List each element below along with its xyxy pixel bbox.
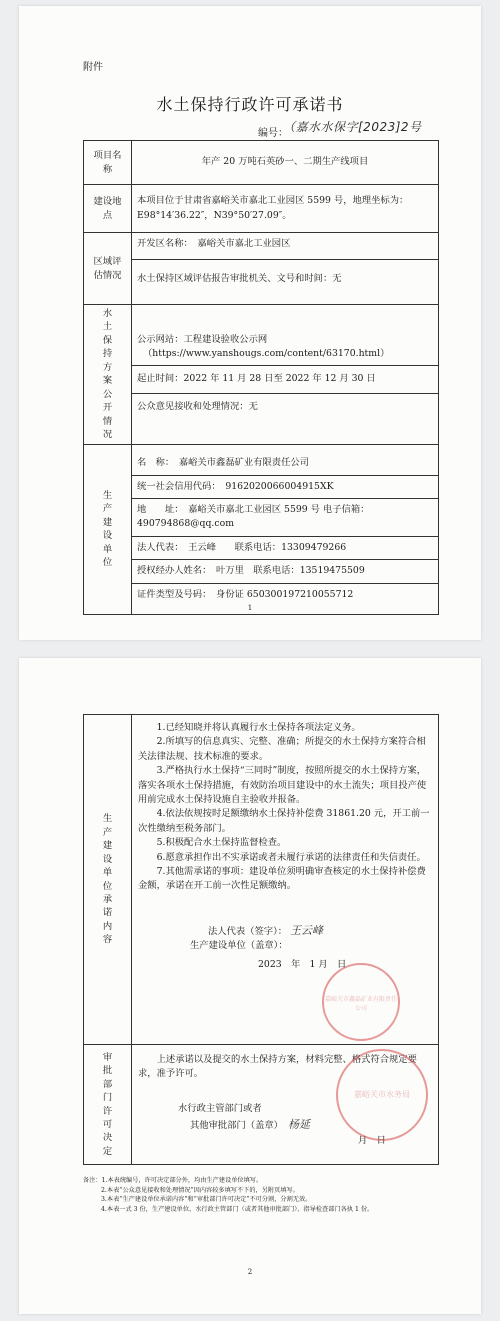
approval-seal: 嘉峪关市水务局 xyxy=(336,1049,428,1141)
commitment-item-3: 3.严格执行水土保持“三同时”制度，按照所提交的水土保持方案，落实各项水土保持措施，有效防治项目建设中的水土流失；项目投产使用前完成水土保持设施自主验收并报备。 xyxy=(138,765,427,806)
builder-credit-code: 统一社会信用代码： 9162020066004915XK xyxy=(132,476,438,499)
regional-approval: 水土保持区域评估报告审批机关、文号和时间：无 xyxy=(137,273,342,284)
builder-name: 名 称： 嘉峪关市鑫磊矿业有限责任公司 xyxy=(132,452,438,475)
row-regional-assessment xyxy=(84,233,439,305)
approval-text: 上述承诺以及提交的水土保持方案，材料完整、格式符合规定要求，准予许可。 xyxy=(138,1054,417,1080)
commitment-item-7: 7.其他需承诺的事项：建设单位须明确审查核定的水土保持补偿费金额，承诺在开工前一次性足额缴纳。 xyxy=(138,866,426,892)
location-value: 本项目位于甘肃省嘉峪关市嘉北工业园区 5599 号，地理坐标为：E98°14′36.22″，N39°50′27.09″。 xyxy=(132,185,439,233)
approval-label: 审批部门许可决定 xyxy=(102,1051,113,1157)
legal-sign-line: 法人代表（签字）： 王云峰 xyxy=(208,923,323,937)
project-name-label: 项目名称 xyxy=(93,150,122,175)
commitment-item-6: 6.愿意承担作出不实承诺或者未履行承诺的法律责任和失信责任。 xyxy=(156,851,426,863)
number-label: 编号： xyxy=(258,128,288,139)
attachment-label: 附件 xyxy=(83,62,103,73)
note-1: 备注：1.本表统编号，许可决定部分外，均由生产建设单位填写。 xyxy=(83,1177,263,1184)
project-info-table xyxy=(83,140,439,615)
row-builder xyxy=(84,444,439,614)
page-number-1: 1 xyxy=(247,604,253,612)
signature-legal-rep: 王云峰 xyxy=(290,923,323,937)
publicity-website: 公示网站：工程建设验收公示网 xyxy=(137,333,268,345)
commitment-item-2: 2.所填写的信息真实、完整、准确；所提交的水土保持方案符合相关法律法规、技术标准的要求。 xyxy=(138,736,426,762)
row-commitment xyxy=(84,715,439,1045)
number-value-handwritten: （嘉水水保字[2023]2号 xyxy=(283,120,422,134)
approval-date: 月 日 xyxy=(358,1134,386,1146)
approval-dept-2: 其他审批部门（盖章） 杨延 xyxy=(190,1118,310,1132)
document-page-2 xyxy=(19,658,481,1314)
company-seal: 嘉峪关市鑫磊矿业有限责任公司 xyxy=(322,963,400,1041)
commitment-label: 生产建设单位承诺内容 xyxy=(102,813,113,946)
note-2: 2.本表“公众意见接收和处理情况”因内容较多填写不下的，另附页填写。 xyxy=(101,1186,299,1194)
publicity-period: 起止时间：2022 年 11 月 28 日至 2022 年 12 月 30 日 xyxy=(132,366,438,393)
dev-zone-name: 开发区名称： 嘉峪关市嘉北工业园区 xyxy=(132,233,438,260)
commitment-item-1: 1.已经知晓并将认真履行水土保持各项法定义务。 xyxy=(156,722,361,733)
builder-email: 490794868@qq.com xyxy=(137,518,235,530)
project-name-value: 年产 20 万吨石英砂一、二期生产线项目 xyxy=(132,141,439,185)
publicity-url: （https://www.yanshougs.com/content/63170.html） xyxy=(143,347,390,359)
notes-block xyxy=(83,1176,443,1214)
page-number-2: 2 xyxy=(247,1268,253,1276)
commitment-table xyxy=(83,714,439,1165)
document-title: 水土保持行政许可承诺书 xyxy=(156,95,344,114)
builder-label: 生产建设单位 xyxy=(102,489,113,569)
builder-legal-rep: 法人代表： 王云峰 联系电话：13309479266 xyxy=(132,537,438,560)
approval-dept-1: 水行政主管部门或者 xyxy=(178,1102,262,1114)
location-label: 建设地点 xyxy=(93,196,122,221)
row-publicity xyxy=(84,305,439,445)
document-page-1 xyxy=(19,6,481,640)
public-opinions: 公众意见接收和处理情况：无 xyxy=(137,400,258,412)
commit-date: 2023 年 1 月 日 xyxy=(258,958,347,970)
note-4: 4.本表一式 3 份，生产建设单位、水行政主管部门（或者其他审批部门）、指导检查部门各执 1 份。 xyxy=(101,1205,374,1213)
publicity-label: 水土保持方案公开情况 xyxy=(102,308,113,441)
builder-agent: 授权经办人姓名： 叶万里 联系电话：13519475509 xyxy=(132,560,438,583)
regional-label: 区域评估情况 xyxy=(93,256,122,281)
note-3: 3.本表“生产建设单位承诺内容”和“审批部门许可决定”不可分割，分割无效。 xyxy=(101,1196,312,1204)
signature-approver: 杨延 xyxy=(287,1118,310,1132)
row-location xyxy=(84,185,439,233)
builder-id: 证件类型及号码： 身份证 650300197210055712 xyxy=(137,588,354,600)
commitment-item-5: 5.积极配合水土保持监督检查。 xyxy=(156,837,287,849)
builder-address: 地 址： 嘉峪关市嘉北工业园区 5599 号 电子信箱： xyxy=(137,504,370,516)
unit-seal-line: 生产建设单位（盖章）： xyxy=(190,940,288,952)
commitment-item-4: 4.依法依规按时足额缴纳水土保持补偿费 31861.20 元，开工前一次性缴纳至税务部门。 xyxy=(138,808,430,834)
commitment-list xyxy=(138,721,432,894)
row-project-name xyxy=(84,141,439,185)
row-approval xyxy=(84,1045,439,1165)
